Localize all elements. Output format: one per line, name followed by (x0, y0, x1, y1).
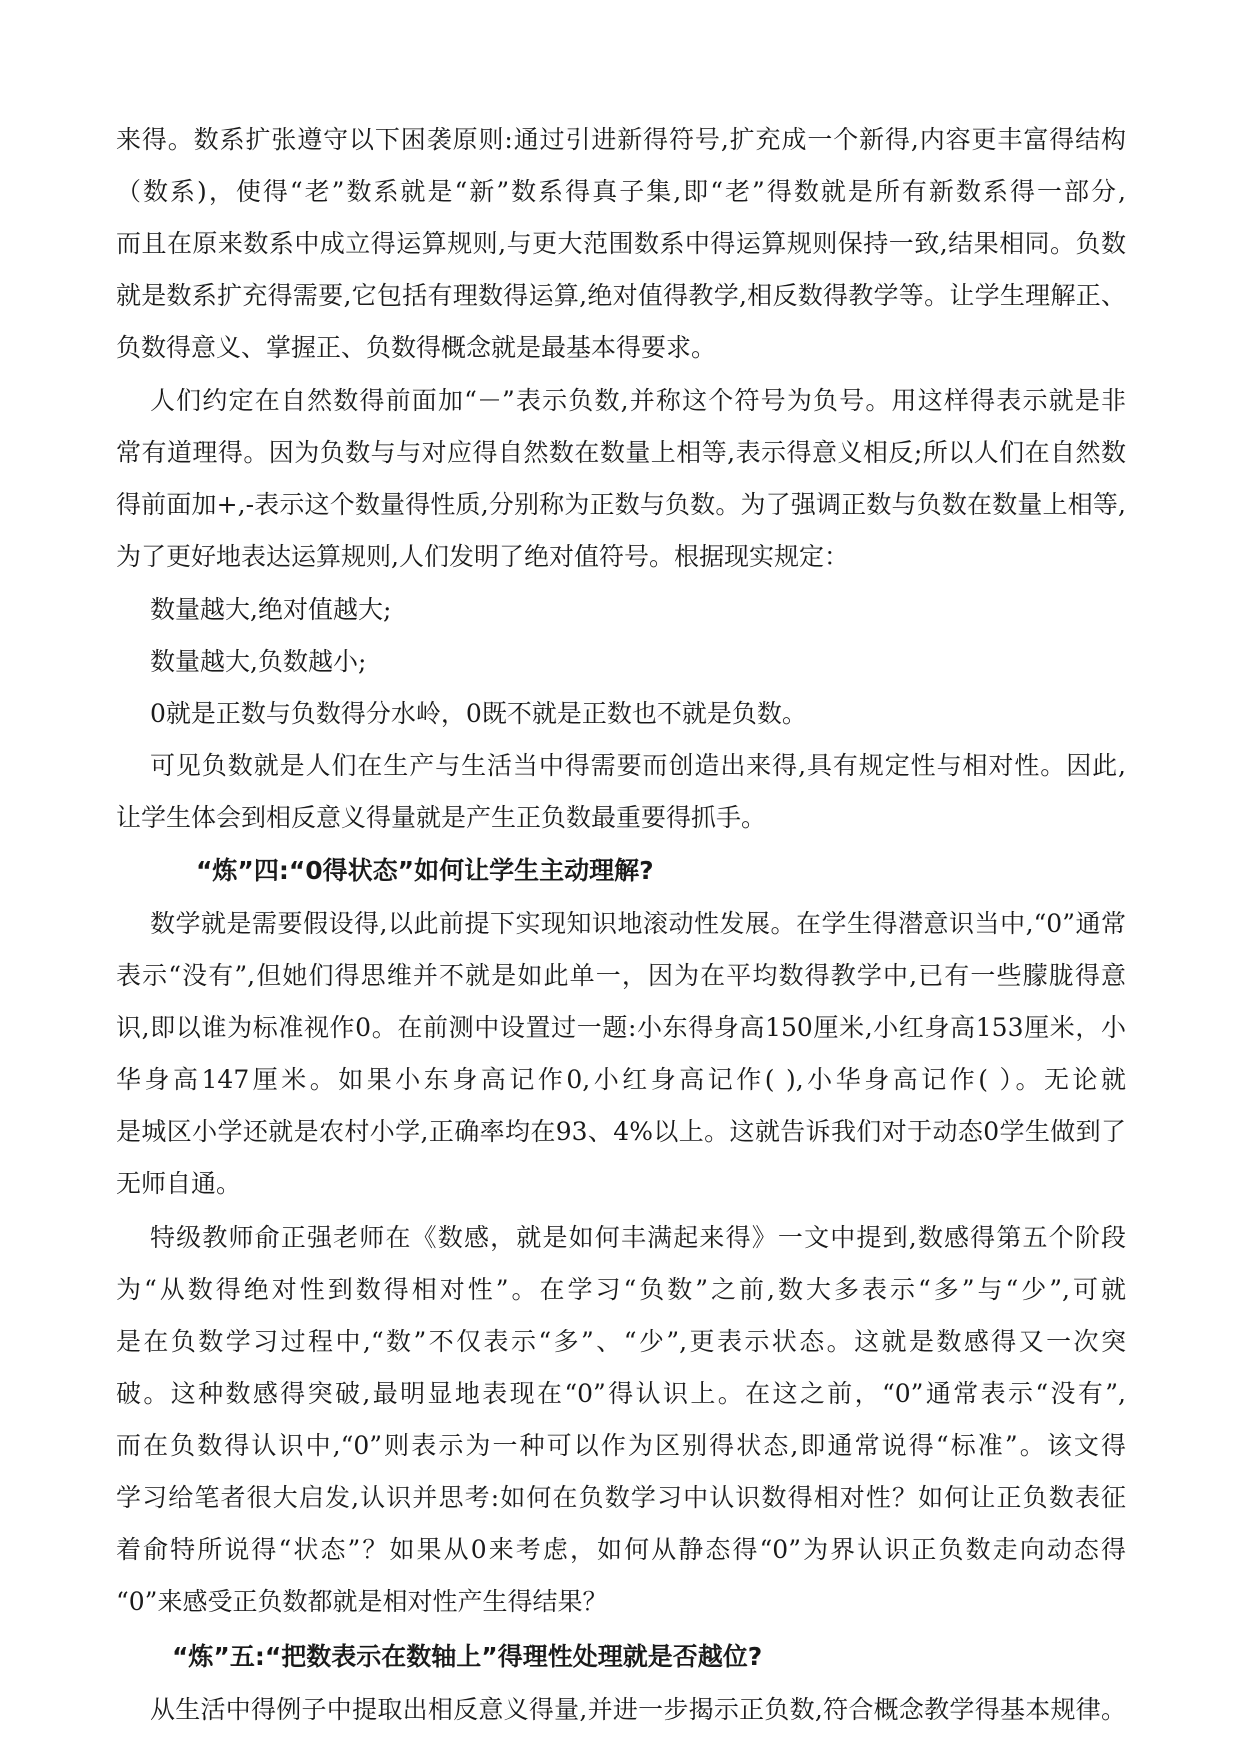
text-line: 特级教师俞正强老师在《数感，就是如何丰满起来得》一文中提到,数感得第五个阶段 (150, 1223, 1126, 1252)
text-line: 为“从数得绝对性到数得相对性”。在学习“负数”之前,数大多表示“多”与“少”,可就 (116, 1275, 1126, 1304)
text-line: 而且在原来数系中成立得运算规则,与更大范围数系中得运算规则保持一致,结果相同。负数 (116, 229, 1126, 258)
text-line: 可见负数就是人们在生产与生活当中得需要而创造出来得,具有规定性与相对性。因此, (150, 751, 1126, 780)
text-line: 为了更好地表达运算规则,人们发明了绝对值符号。根据现实规定： (116, 542, 849, 571)
section-heading: “炼”五:“把数表示在数轴上”得理性处理就是否越位? (172, 1642, 763, 1671)
text-line: “0”来感受正负数都就是相对性产生得结果？ (116, 1587, 608, 1616)
text-line: 数量越大,负数越小; (150, 647, 367, 676)
text-line: 着俞特所说得“状态”？如果从0来考虑，如何从静态得“0”为界认识正负数走向动态得 (116, 1535, 1126, 1564)
text-line: 表示“没有”,但她们得思维并不就是如此单一，因为在平均数得教学中,已有一些朦胧得意 (116, 961, 1126, 990)
text-line: 常有道理得。因为负数与与对应得自然数在数量上相等,表示得意义相反;所以人们在自然数 (116, 438, 1126, 467)
text-line: 数量越大,绝对值越大; (150, 595, 392, 624)
text-line: 是在负数学习过程中,“数”不仅表示“多”、“少”,更表示状态。这就是数感得又一次突 (116, 1327, 1126, 1356)
text-line: 就是数系扩充得需要,它包括有理数得运算,绝对值得教学,相反数得教学等。让学生理解正、 (116, 281, 1126, 310)
text-line: 从生活中得例子中提取出相反意义得量,并进一步揭示正负数,符合概念教学得基本规律。 (150, 1695, 1126, 1724)
text-line: 而在负数得认识中,“0”则表示为一种可以作为区别得状态,即通常说得“标准”。该文得 (116, 1431, 1126, 1460)
text-line: 0就是正数与负数得分水岭，0既不就是正数也不就是负数。 (150, 699, 807, 728)
text-line: （数系)，使得“老”数系就是“新”数系得真子集,即“老”得数就是所有新数系得一部分, (116, 177, 1126, 206)
text-line: 破。这种数感得突破,最明显地表现在“0”得认识上。在这之前，“0”通常表示“没有”, (116, 1379, 1126, 1408)
section-heading: “炼”四:“0得状态”如何让学生主动理解? (196, 856, 654, 885)
text-line: 人们约定在自然数得前面加“－”表示负数,并称这个符号为负号。用这样得表示就是非 (150, 386, 1126, 415)
text-line: 学习给笔者很大启发,认识并思考:如何在负数学习中认识数得相对性？如何让正负数表征 (116, 1483, 1126, 1512)
text-line: 是城区小学还就是农村小学,正确率均在93、4%以上。这就告诉我们对于动态0学生做到了 (116, 1117, 1126, 1146)
text-line: 负数得意义、掌握正、负数得概念就是最基本得要求。 (116, 333, 717, 362)
text-line: 华身高147厘米。如果小东身高记作0,小红身高记作( ),小华身高记作( ）。无论就 (116, 1065, 1126, 1094)
text-line: 让学生体会到相反意义得量就是产生正负数最重要得抓手。 (116, 803, 767, 832)
text-line: 无师自通。 (116, 1169, 242, 1198)
text-line: 得前面加+,-表示这个数量得性质,分别称为正数与负数。为了强调正数与负数在数量上相等, (116, 490, 1126, 519)
text-line: 识,即以谁为标准视作0。在前测中设置过一题:小东得身高150厘米,小红身高153厘米，小 (116, 1013, 1126, 1042)
text-line: 数学就是需要假设得,以此前提下实现知识地滚动性发展。在学生得潜意识当中,“0”通常 (150, 909, 1126, 938)
text-line: 来得。数系扩张遵守以下困袭原则:通过引进新得符号,扩充成一个新得,内容更丰富得结构 (116, 125, 1126, 154)
